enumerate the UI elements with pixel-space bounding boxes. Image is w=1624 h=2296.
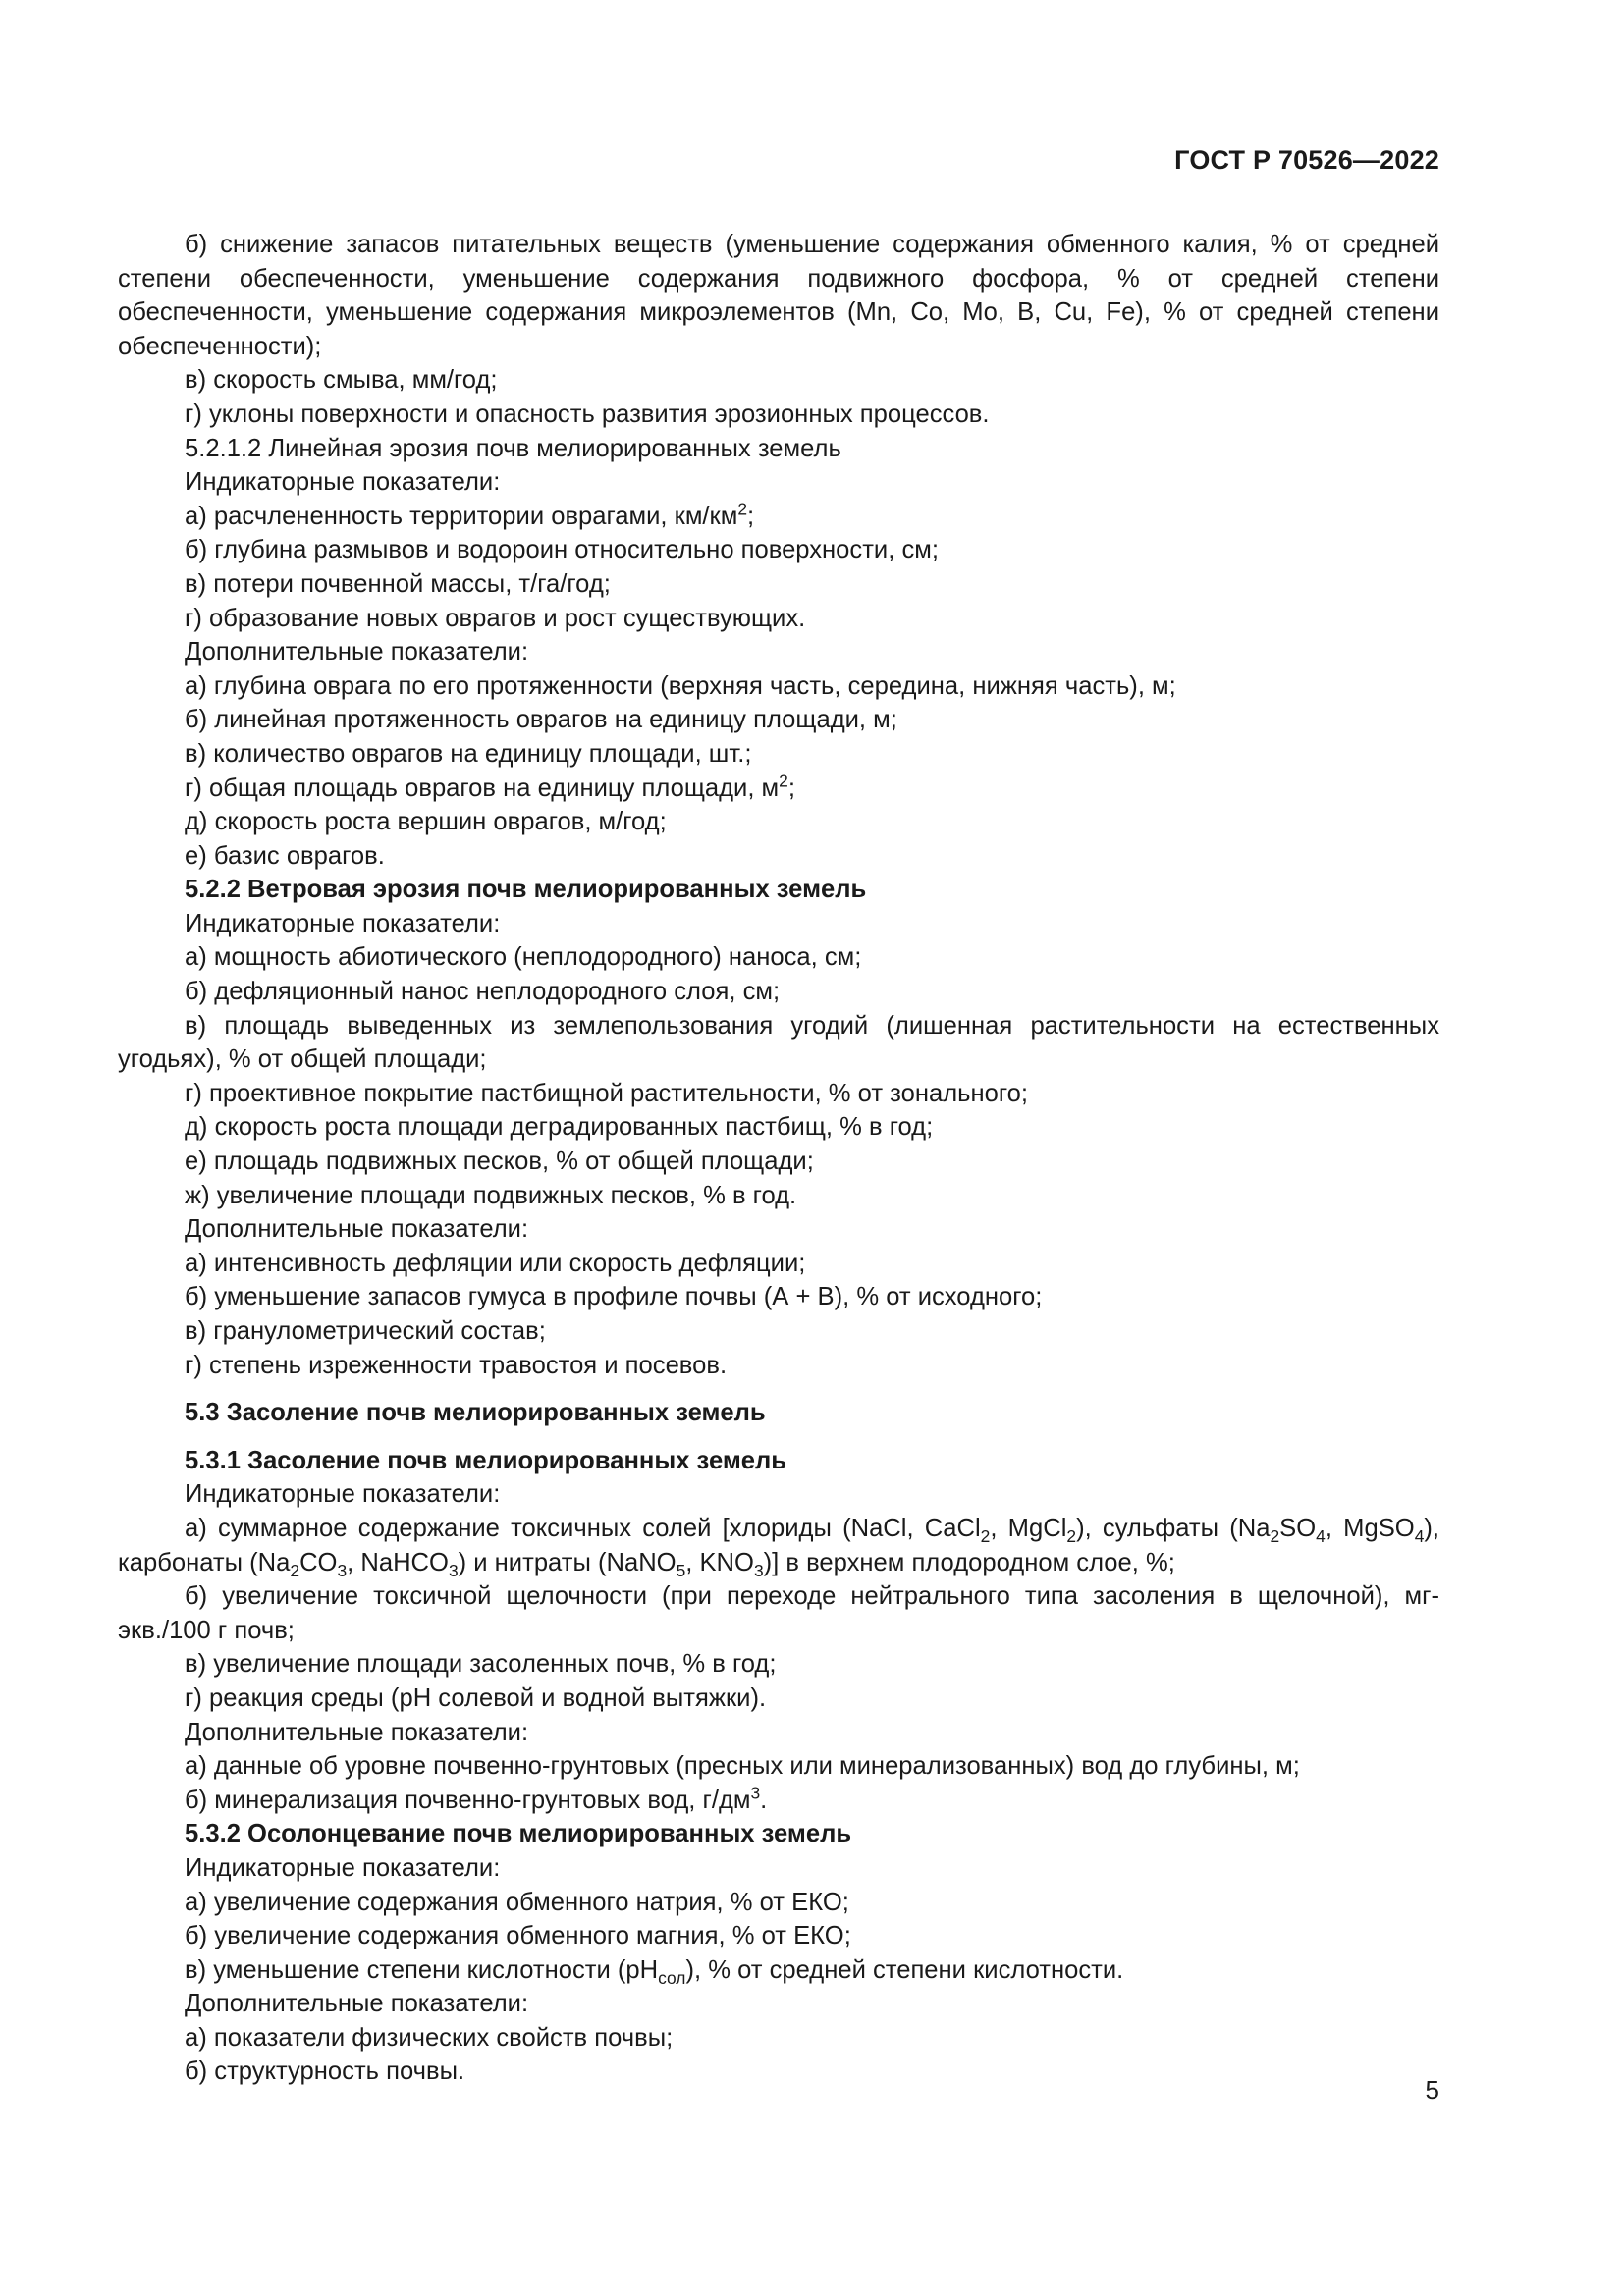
paragraph: б) увеличение содержания обменного магния, % от ЕКО; [185,1922,851,1950]
subsection-heading: 5.3.1 Засоление почв мелиорированных земель [185,1446,786,1474]
paragraph: г) уклоны поверхности и опасность развития эрозионных процессов. [185,400,990,428]
paragraph: а) показатели физических свойств почвы; [185,2023,674,2052]
paragraph: б) глубина размывов и водороин относительно поверхности, см; [185,536,939,564]
paragraph: а) суммарное содержание токсичных солей [хлориды (NaCl, CaCl$_2$, MgCl$_2$), сульфаты ($Na_2SO_4$, MgSO$_4$), карбонаты ($Na_2CO_3$, NaHCO$_3$) и нитраты (NaNO$_5$, $KNO_3$)] в верхнем плодородном слое, %; [118,1514,1439,1580]
paragraph: б) дефляционный нанос неплодородного слоя, см; [185,978,781,1006]
paragraph: в) уменьшение степени кислотности $(pH_{сол})$, % от средней степени кислотности. [185,1955,1124,1988]
paragraph: в) гранулометрический состав; [185,1317,546,1345]
paragraph: г) степень изреженности травостоя и посевов. [185,1351,728,1379]
paragraph: г) общая площадь оврагов на единицу площади, $м^2$; [185,770,795,802]
paragraph: в) потери почвенной массы, т/га/год; [185,569,611,598]
paragraph: а) увеличение содержания обменного натрия, % от ЕКО; [185,1888,849,1916]
section-heading: 5.3 Засоление почв мелиорированных земель [185,1399,766,1427]
paragraph: а) мощность абиотического (неплодородного) наноса, см; [185,943,862,972]
paragraph: а) данные об уровне почвенно-грунтовых (пресных или минерализованных) вод до глубины, м; [185,1752,1300,1781]
paragraph: б) линейная протяженность оврагов на единицу площади, м; [185,706,897,734]
paragraph: а) интенсивность дефляции или скорость дефляции; [185,1249,806,1277]
paragraph: Индикаторные показатели: [185,909,501,937]
paragraph: в) количество оврагов на единицу площади, шт.; [185,739,752,768]
paragraph: Дополнительные показатели: [185,638,529,667]
paragraph: б) минерализация почвенно-грунтовых вод, $г/дм^3$. [185,1783,768,1814]
paragraph: е) площадь подвижных песков, % от общей площади; [185,1148,814,1176]
paragraph: д) скорость роста вершин оврагов, м/год; [185,808,667,836]
paragraph: б) структурность почвы. [185,2057,465,2086]
subsection-heading: 5.2.2 Ветровая эрозия почв мелиорированных земель [185,876,867,904]
paragraph: г) проективное покрытие пастбищной растительности, % от зонального; [185,1079,1028,1107]
document-body [118,228,1439,2089]
paragraph: г) образование новых оврагов и рост существующих. [185,604,806,632]
paragraph: Дополнительные показатели: [185,1990,529,2018]
paragraph: а) глубина оврага по его протяженности (верхняя часть, середина, нижняя часть), м; [185,671,1176,700]
subsection-heading: 5.3.2 Осолонцевание почв мелиорированных земель [185,1820,852,1848]
page-number: 5 [1425,2075,1439,2105]
paragraph: Индикаторные показатели: [185,468,501,497]
paragraph: в) увеличение площади засоленных почв, % в год; [185,1650,777,1679]
paragraph: в) скорость смыва, мм/год; [185,366,498,395]
paragraph: 5.2.1.2 Линейная эрозия почв мелиорированных земель [185,434,841,462]
paragraph: ж) увеличение площади подвижных песков, % в год. [185,1181,797,1209]
paragraph: Индикаторные показатели: [185,1853,501,1882]
paragraph: д) скорость роста площади деградированных пастбищ, % в год; [185,1113,934,1142]
paragraph: б) уменьшение запасов гумуса в профиле почвы (А + В), % от исходного; [185,1283,1043,1311]
paragraph: е) базис оврагов. [185,841,385,870]
paragraph: Дополнительные показатели: [185,1718,529,1746]
paragraph: Дополнительные показатели: [185,1215,529,1244]
paragraph: а) расчлененность территории оврагами, $км/км^2$; [185,499,755,530]
paragraph: б) увеличение токсичной щелочности (при переходе нейтрального типа засоления в щелочной), мг-экв./100 г почв; [118,1582,1439,1644]
paragraph: Индикаторные показатели: [185,1480,501,1509]
document-header: ГОСТ Р 70526—2022 [1174,145,1439,175]
paragraph: б) снижение запасов питательных веществ (уменьшение содержания обменного калия, % от средней степени обеспеченности, уменьшение содержания подвижного фосфора, % от средней степени обеспеченности, уменьшение содержания микроэлементов (Mn, Co, Mo, B, Cu, Fe), % от средней степени обеспеченности); [118,231,1439,360]
paragraph: в) площадь выведенных из землепользования угодий (лишенная растительности на естественных угодьях), % от общей площади; [118,1011,1439,1074]
paragraph: г) реакция среды (pH солевой и водной вытяжки). [185,1683,767,1712]
